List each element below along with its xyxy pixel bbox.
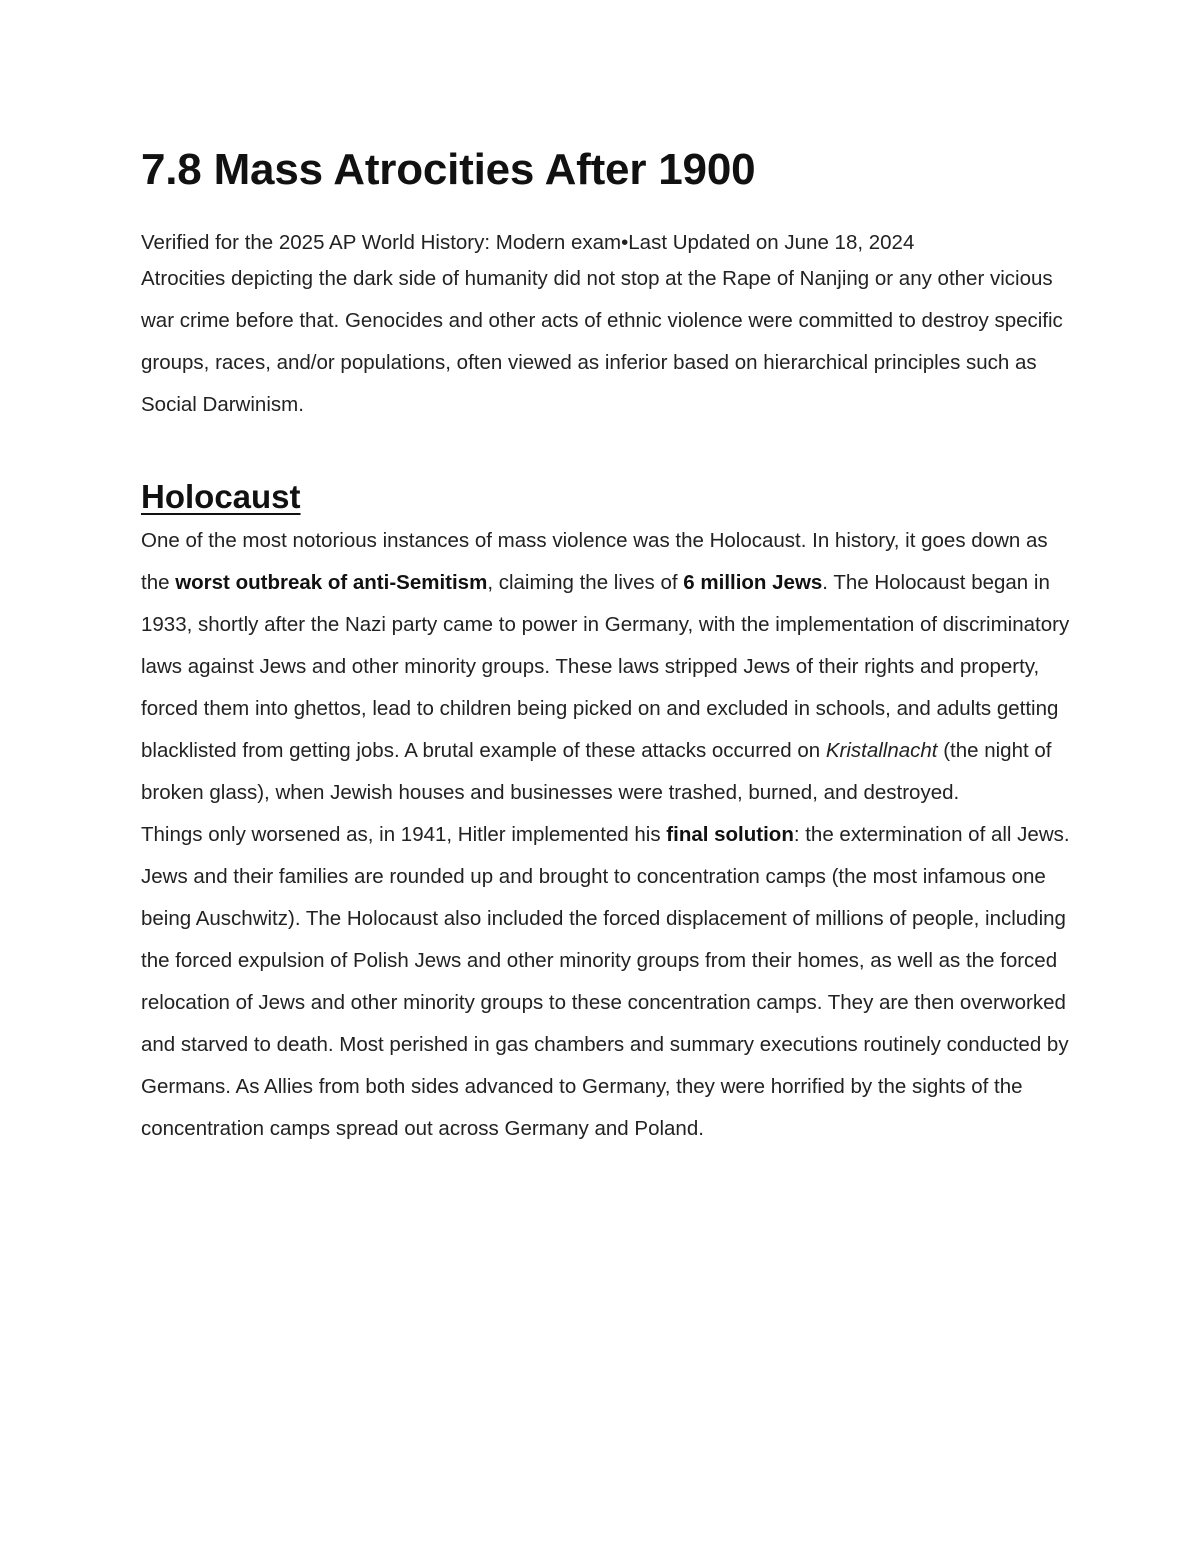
text-run: (the night of broken glass), when Jewish houses and businesses were trashed, burned, and destroyed. — [141, 739, 1052, 804]
italic-term-kristallnacht: Kristallnacht — [825, 739, 938, 762]
bold-term-six-million: 6 million Jews — [683, 571, 823, 594]
bold-term-anti-semitism: worst outbreak of anti-Semitism — [175, 571, 488, 594]
verification-meta: Verified for the 2025 AP World History: Modern exam•Last Updated on June 18, 2024 — [141, 231, 915, 254]
text-run: One of the most notorious instances of mass violence was the Holocaust. In history, it goes down as the — [141, 529, 1048, 594]
section-heading-holocaust: Holocaust — [141, 478, 301, 515]
document-page — [141, 140, 1071, 1150]
holocaust-paragraph-1 — [141, 520, 1071, 814]
text-run: . The Holocaust began in 1933, shortly after the Nazi party came to power in Germany, with the implementation of discriminatory laws against Jews and other minority groups. These laws stripped Jews of their rights and property, forced them into ghettos, lead to children being picked on and excluded in schools, and adults getting blacklisted from getting jobs. A brutal example of these attacks occurred on — [141, 571, 1070, 762]
text-run: , claiming the lives of — [487, 571, 684, 594]
text-run: : the extermination of all Jews. Jews and their families are rounded up and brought to concentration camps (the most infamous one being Auschwitz). The Holocaust also included the forced displacement of millions of people, including the forced expulsion of Polish Jews and other minority groups from their homes, as well as the forced relocation of Jews and other minority groups to these concentration camps. They are then overworked and starved to death. Most perished in gas chambers and summary executions routinely conducted by Germans. As Allies from both sides advanced to Germany, they were horrified by the sights of the concentration camps spread out across Germany and Poland. — [141, 823, 1070, 1140]
text-run: Things only worsened as, in 1941, Hitler implemented his — [141, 823, 667, 846]
holocaust-paragraph-2 — [141, 814, 1071, 1150]
bold-term-final-solution: final solution — [666, 823, 794, 846]
intro-paragraph: Atrocities depicting the dark side of humanity did not stop at the Rape of Nanjing or any other vicious war crime before that. Genocides and other acts of ethnic violence were committed to destroy specific groups, races, and/or populations, often viewed as inferior based on hierarchical principles such as Social Darwinism. — [141, 267, 1063, 416]
page-title: 7.8 Mass Atrocities After 1900 — [141, 145, 756, 194]
